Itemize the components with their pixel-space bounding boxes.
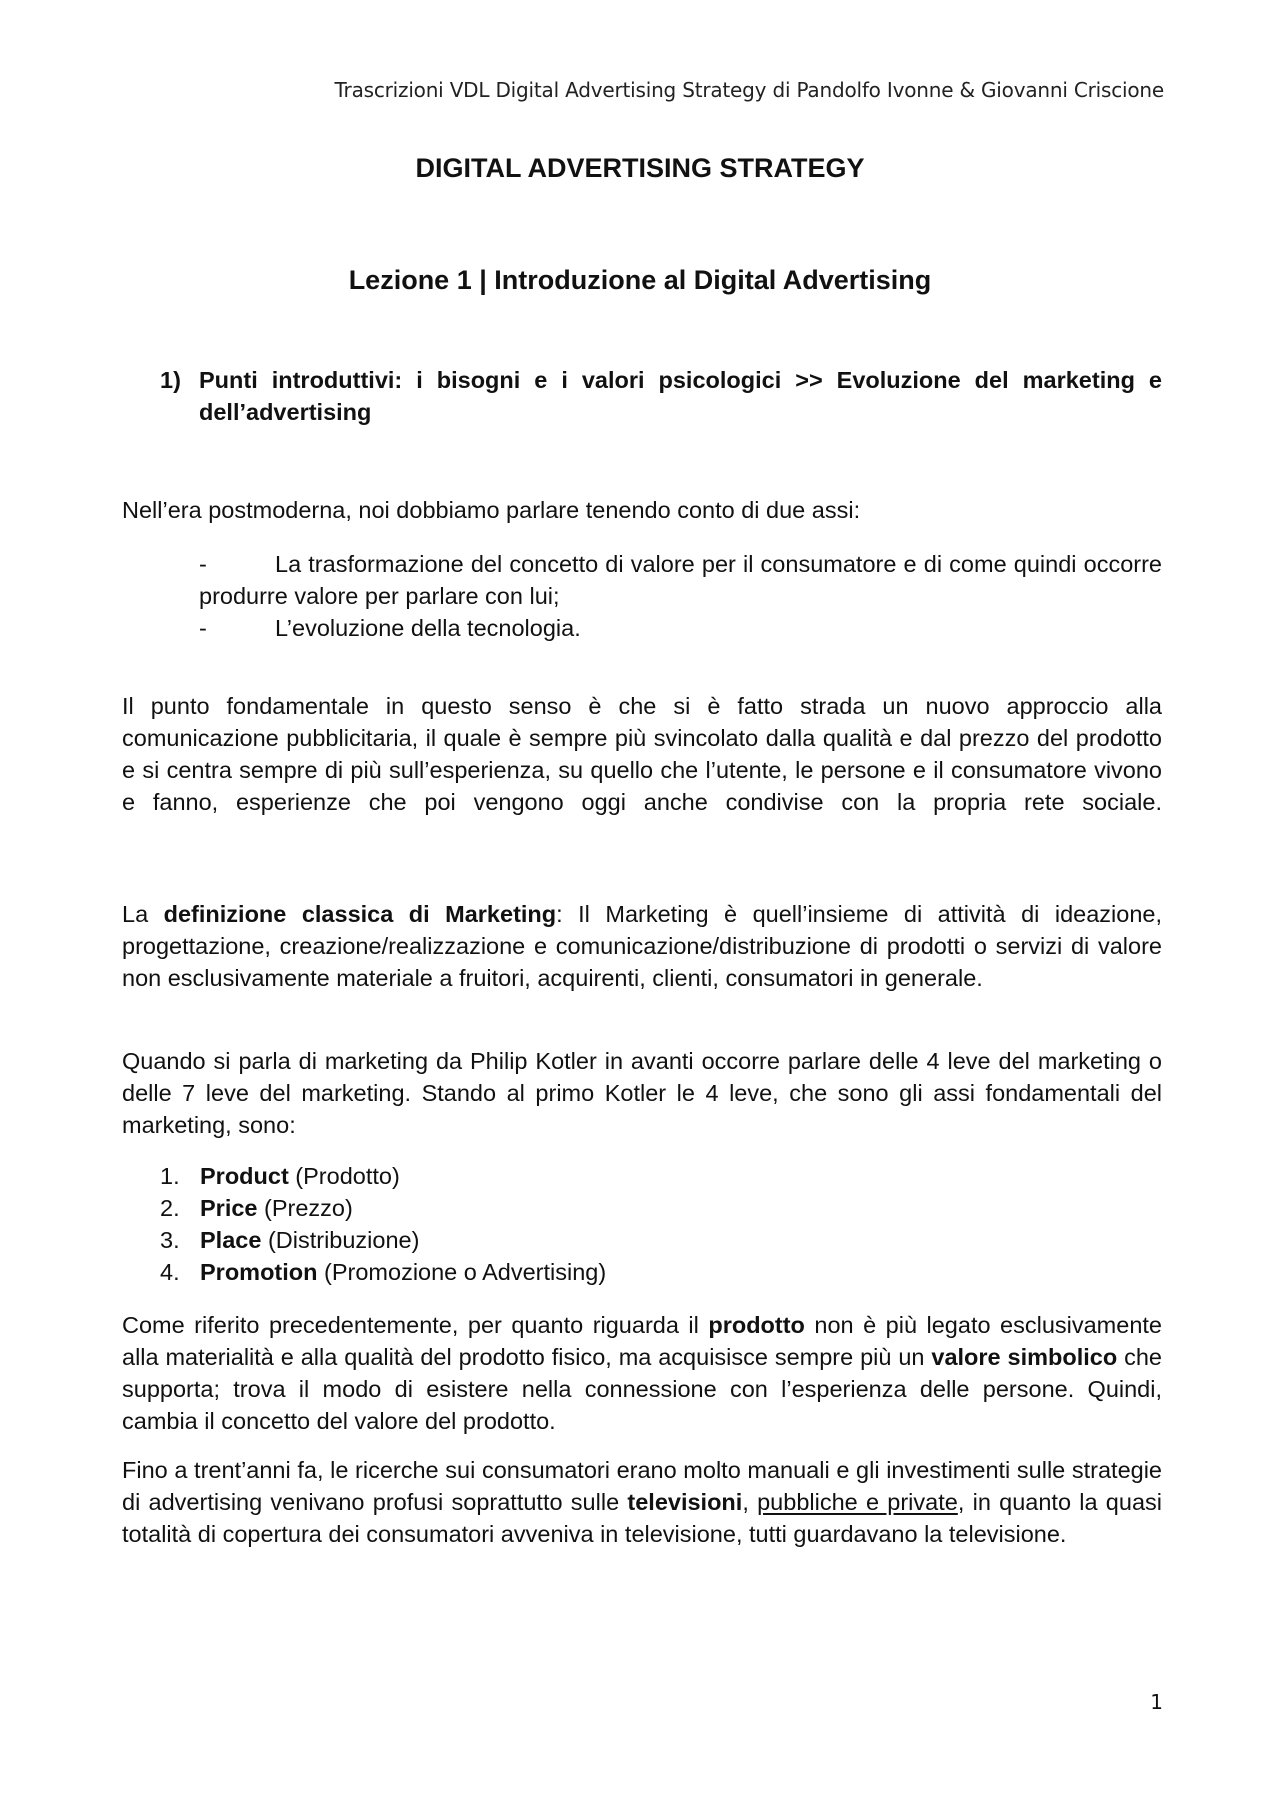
list-item (160, 1256, 606, 1288)
paragraph-approach: Il punto fondamentale in questo senso è che si è fatto strada un nuovo approccio alla comunicazione pubblicitaria, il quale è sempre più svincolato dalla qualità e dal prezzo del prodotto e si centra sempre di più sull’esperienza, su quello che l’utente, le persone e il consumatore vivono e fanno, esperienze che poi vengono oggi anche condivise con la propria rete sociale. (122, 693, 1162, 815)
text-run: Fino a trent’anni fa, le ricerche sui consumatori erano molto manuali e gli investimenti sulle strategie di advertising venivano profusi soprattutto sulle (122, 1457, 1162, 1515)
text-run: non è più legato esclusivamente alla materialità e alla qualità del prodotto fisico, ma acquisisce sempre più un (122, 1312, 1162, 1370)
text-run: La (122, 901, 164, 927)
list-number: 1. (160, 1163, 180, 1189)
dash-list (199, 548, 1162, 644)
bold-term: definizione classica di Marketing (163, 901, 557, 927)
list-number: 2. (160, 1195, 180, 1221)
section-number: 1) (160, 367, 181, 393)
bold-term: prodotto (708, 1312, 805, 1338)
list-item (199, 548, 1162, 612)
text-run: , (742, 1489, 758, 1515)
page-number: 1 (1150, 1690, 1163, 1714)
lever-name: Place (200, 1227, 262, 1253)
lever-name: Price (200, 1195, 258, 1221)
list-item-text: La trasformazione del concetto di valore per il consumatore e di come quindi occorre produrre valore per parlare con lui; (199, 551, 1162, 609)
section-heading (160, 364, 1162, 428)
list-item (160, 1224, 606, 1256)
section-text: Punti introduttivi: i bisogni e i valori psicologici >> Evoluzione del marketing e dell’advertising (199, 367, 1162, 425)
text-run: Come riferito precedentemente, per quanto riguarda il (122, 1312, 709, 1338)
paragraph-kotler: Quando si parla di marketing da Philip Kotler in avanti occorre parlare delle 4 leve del marketing o delle 7 leve del marketing. Stando al primo Kotler le 4 leve, che sono gli assi fondamentali del marketing, sono: (122, 1048, 1162, 1138)
lesson-title: Lezione 1 | Introduzione al Digital Advertising (348, 265, 932, 295)
underlined-term: pubbliche e private (757, 1489, 958, 1515)
text-run: : Il Marketing è quell’insieme di attività di ideazione, progettazione, creazione/realizzazione e comunicazione/distribuzione di prodotti o servizi di valore non esclusivamente materiale a fruitori, acquirenti, clienti, consumatori in generale. (122, 901, 1162, 991)
lever-translation: (Distribuzione) (261, 1227, 420, 1253)
list-item (160, 1160, 606, 1192)
document-title: DIGITAL ADVERTISING STRATEGY (415, 153, 865, 183)
running-header: Trascrizioni VDL Digital Advertising Strategy di Pandolfo Ivonne & Giovanni Criscione (334, 78, 1164, 102)
paragraph-marketing-definition (122, 898, 1162, 994)
list-item-text: L’evoluzione della tecnologia. (275, 615, 581, 641)
bold-term: valore simbolico (931, 1344, 1118, 1370)
lever-name: Product (200, 1163, 289, 1189)
lever-name: Promotion (200, 1259, 318, 1285)
text-run: che supporta; trova il modo di esistere nella connessione con l’esperienza delle persone. Quindi, cambia il concetto del valore del prodotto. (122, 1344, 1163, 1434)
list-number: 4. (160, 1259, 180, 1285)
list-item (160, 1192, 606, 1224)
intro-paragraph: Nell’era postmoderna, noi dobbiamo parlare tenendo conto di due assi: (122, 497, 861, 523)
levers-list (160, 1160, 606, 1288)
paragraph-television (122, 1454, 1162, 1550)
bold-term: televisioni (627, 1489, 743, 1515)
list-number: 3. (160, 1227, 180, 1253)
paragraph-product-value (122, 1309, 1162, 1437)
dash-mark: - (199, 551, 207, 577)
text-run: , in quanto la quasi totalità di copertura dei consumatori avveniva in televisione, tutti guardavano la televisione. (122, 1489, 1162, 1547)
lever-translation: (Prezzo) (257, 1195, 353, 1221)
list-item (199, 612, 1162, 644)
dash-mark: - (199, 615, 207, 641)
lever-translation: (Promozione o Advertising) (317, 1259, 607, 1285)
lever-translation: (Prodotto) (288, 1163, 400, 1189)
